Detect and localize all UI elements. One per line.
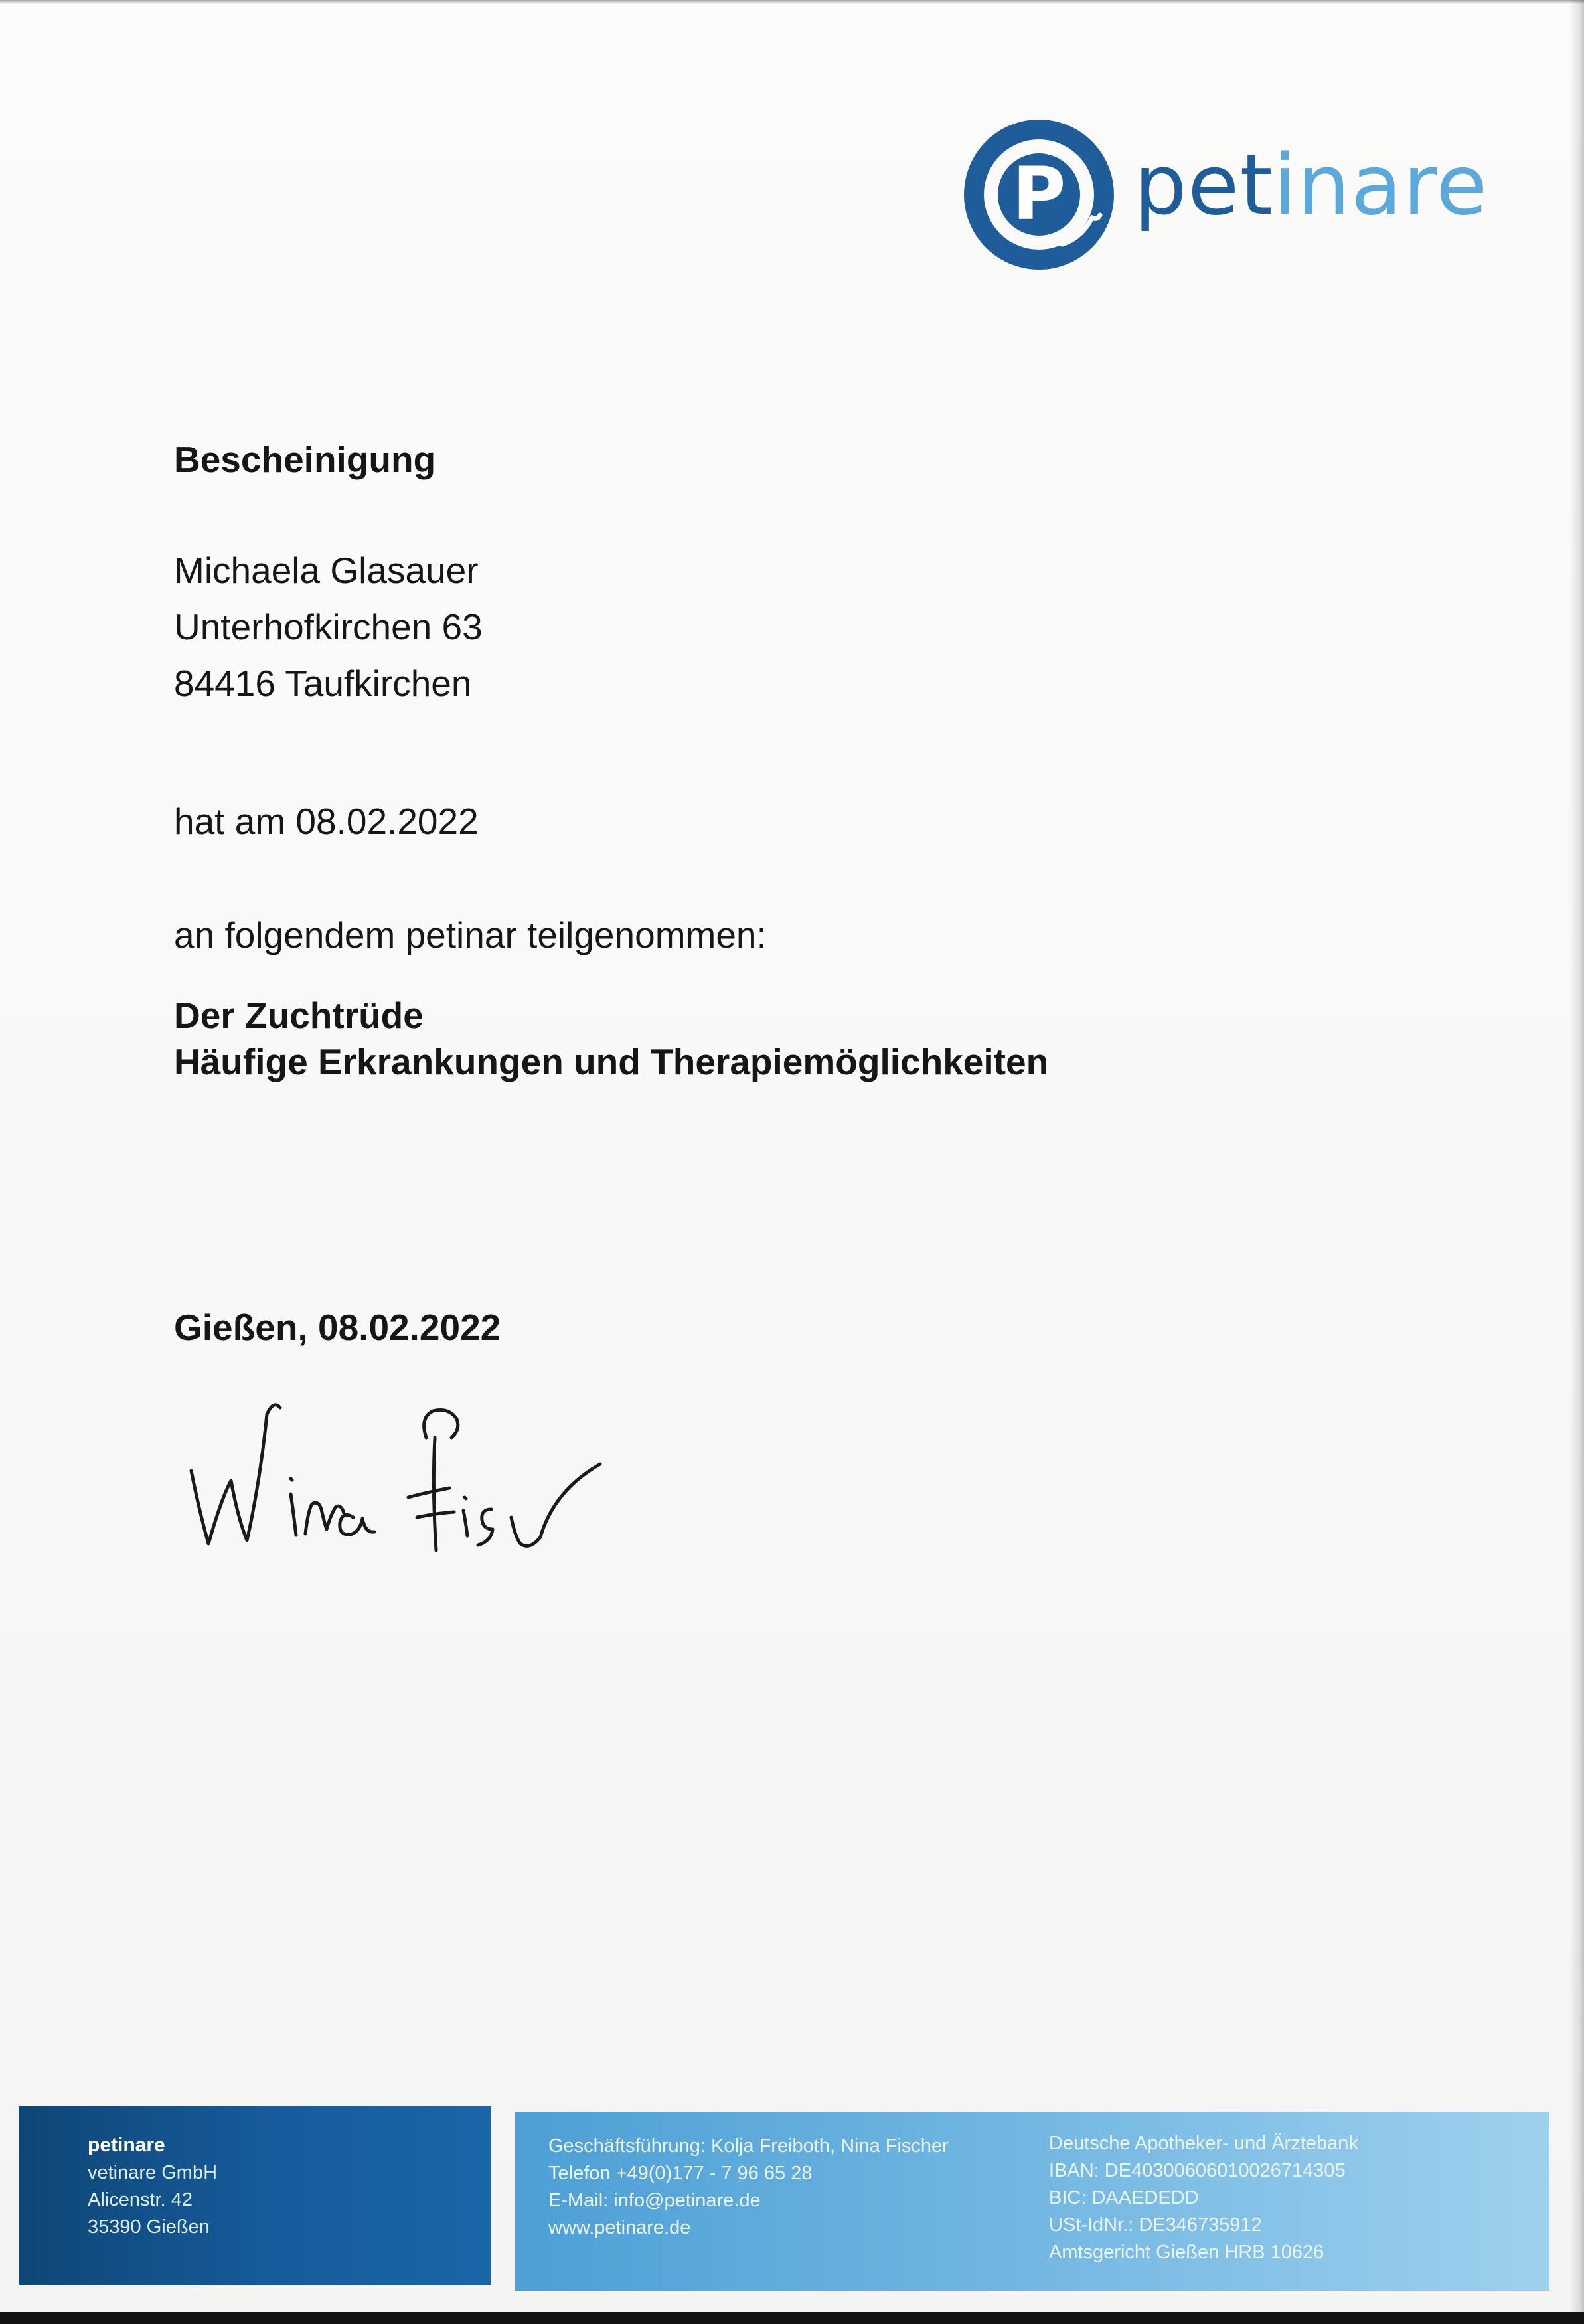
footer-bic: BIC: DAAEDEDD <box>1049 2187 1199 2208</box>
footer-city: 35390 Gießen <box>88 2216 210 2238</box>
footer-company-block <box>19 2106 491 2285</box>
page-top-edge <box>0 0 1584 4</box>
participation-date: hat am 08.02.2022 <box>174 801 479 842</box>
footer-iban: IBAN: DE40300606010026714305 <box>1049 2160 1346 2181</box>
logo-word-part-1: pet <box>1134 136 1273 234</box>
footer-management: Geschäftsführung: Kolja Freiboth, Nina Fischer <box>548 2135 949 2157</box>
page-right-edge <box>1569 0 1584 2324</box>
handwritten-signature <box>179 1398 617 1564</box>
footer-phone: Telefon +49(0)177 - 7 96 65 28 <box>548 2163 813 2184</box>
page-bottom-edge <box>0 2312 1584 2324</box>
petinare-logo-wordmark <box>1134 136 1488 234</box>
document-title: Bescheinigung <box>174 439 436 480</box>
petinare-logo-icon <box>963 118 1115 271</box>
footer-website: www.petinare.de <box>548 2217 691 2238</box>
footer-street: Alicenstr. 42 <box>88 2189 193 2210</box>
place-and-date: Gießen, 08.02.2022 <box>174 1307 501 1348</box>
footer-legal-name: vetinare GmbH <box>88 2162 218 2183</box>
recipient-name: Michaela Glasauer <box>174 550 479 591</box>
svg-text:P: P <box>1012 151 1066 236</box>
participation-statement: an folgendem petinar teilgenommen: <box>174 914 767 955</box>
footer-email: E-Mail: info@petinare.de <box>548 2190 761 2211</box>
course-title-line-1: Der Zuchtrüde <box>174 995 424 1036</box>
footer-register-court: Amtsgericht Gießen HRB 10626 <box>1049 2242 1324 2263</box>
course-title-line-2: Häufige Erkrankungen und Therapiemöglichkeiten <box>174 1041 1049 1082</box>
footer-vat-id: USt-IdNr.: DE346735912 <box>1049 2214 1262 2236</box>
recipient-city: 84416 Taufkirchen <box>174 663 472 704</box>
recipient-street: Unterhofkirchen 63 <box>174 606 483 647</box>
footer-brand: petinare <box>88 2134 165 2156</box>
footer-contact-bank-block <box>515 2112 1549 2291</box>
footer-bank-name: Deutsche Apotheker- und Ärztebank <box>1049 2133 1358 2154</box>
petinare-logo <box>963 118 1488 271</box>
logo-word-part-2: inare <box>1273 136 1488 234</box>
